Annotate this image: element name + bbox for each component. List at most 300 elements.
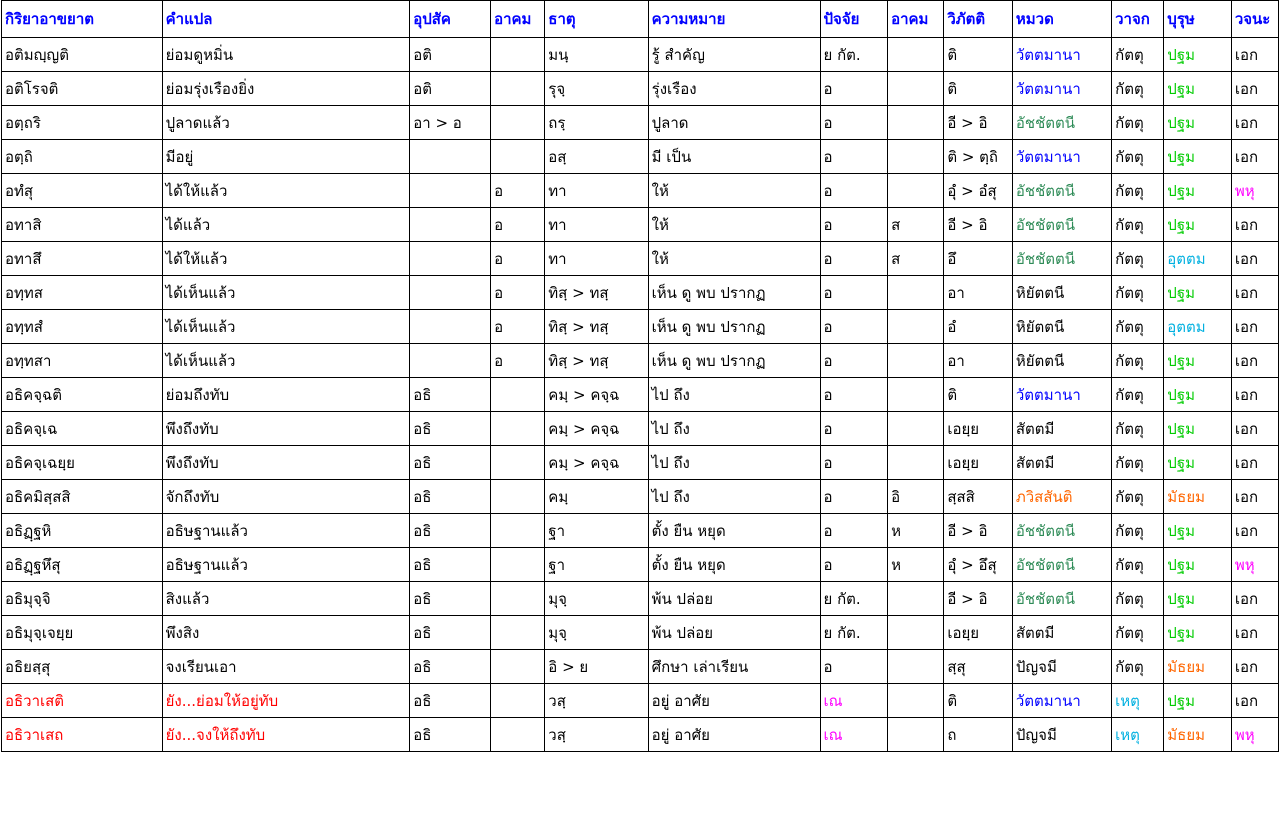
table-cell: ทา xyxy=(545,174,648,208)
table-cell: กัตตุ xyxy=(1112,480,1164,514)
table-cell: อธิ xyxy=(410,616,491,650)
table-cell: คมฺ > คจฺฉ xyxy=(545,378,648,412)
table-cell: อสฺ xyxy=(545,140,648,174)
table-cell: อธิคจฺเฉยฺย xyxy=(2,446,163,480)
table-cell xyxy=(491,446,545,480)
table-cell: อทาสิ xyxy=(2,208,163,242)
table-cell xyxy=(491,582,545,616)
table-cell: จักถึงทับ xyxy=(162,480,410,514)
table-cell: ให้ xyxy=(648,242,820,276)
column-header: วจนะ xyxy=(1231,1,1278,38)
table-cell: วัตตมานา xyxy=(1012,684,1111,718)
table-cell: พหุ xyxy=(1231,548,1278,582)
table-cell: เอก xyxy=(1231,412,1278,446)
table-cell: อธิ xyxy=(410,548,491,582)
table-cell: กัตตุ xyxy=(1112,140,1164,174)
table-cell: พึงสิง xyxy=(162,616,410,650)
table-cell: อัชชัตตนี xyxy=(1012,208,1111,242)
table-cell: ฐา xyxy=(545,514,648,548)
table-cell: อธิฏฺฐหึสุ xyxy=(2,548,163,582)
table-row xyxy=(2,582,1279,616)
table-cell xyxy=(410,174,491,208)
table-cell: สิงแล้ว xyxy=(162,582,410,616)
table-cell: หิยัตตนี xyxy=(1012,276,1111,310)
table-cell: มัธยม xyxy=(1164,650,1232,684)
table-cell: มี เป็น xyxy=(648,140,820,174)
table-cell: กัตตุ xyxy=(1112,174,1164,208)
table-cell: ติ > ตฺถิ xyxy=(944,140,1013,174)
table-cell: เอก xyxy=(1231,616,1278,650)
table-cell xyxy=(491,548,545,582)
table-cell: อ xyxy=(820,514,888,548)
table-row xyxy=(2,208,1279,242)
table-row xyxy=(2,650,1279,684)
table-cell: อัชชัตตนี xyxy=(1012,548,1111,582)
table-cell: ย่อมถึงทับ xyxy=(162,378,410,412)
table-cell: ได้เห็นแล้ว xyxy=(162,344,410,378)
table-cell: กัตตุ xyxy=(1112,38,1164,72)
table-cell xyxy=(491,412,545,446)
table-cell: เอก xyxy=(1231,140,1278,174)
table-cell: กัตตุ xyxy=(1112,276,1164,310)
table-cell: อธิ xyxy=(410,514,491,548)
table-cell: คมฺ > คจฺฉ xyxy=(545,412,648,446)
table-cell: เอก xyxy=(1231,276,1278,310)
table-cell: เณ xyxy=(820,718,888,752)
table-cell: อ xyxy=(820,378,888,412)
table-cell: ปฐม xyxy=(1164,38,1232,72)
table-row xyxy=(2,276,1279,310)
table-cell xyxy=(410,310,491,344)
table-cell: อุตตม xyxy=(1164,242,1232,276)
table-cell: เอก xyxy=(1231,446,1278,480)
table-cell: เห็น ดู พบ ปรากฏ xyxy=(648,344,820,378)
table-cell: กัตตุ xyxy=(1112,242,1164,276)
table-cell: อ xyxy=(820,242,888,276)
table-cell: อ xyxy=(820,650,888,684)
table-cell: ยัง...จงให้ถึงทับ xyxy=(162,718,410,752)
table-cell: ย กัต. xyxy=(820,582,888,616)
table-cell: อธิคจฺเฉ xyxy=(2,412,163,446)
table-cell: เอก xyxy=(1231,650,1278,684)
table-cell: รู้ สำคัญ xyxy=(648,38,820,72)
table-cell: อัชชัตตนี xyxy=(1012,514,1111,548)
table-cell: อ xyxy=(820,446,888,480)
table-cell xyxy=(888,446,944,480)
table-cell: วัตตมานา xyxy=(1012,72,1111,106)
table-cell: อตฺถริ xyxy=(2,106,163,140)
table-cell: วสฺ xyxy=(545,684,648,718)
table-cell: อ xyxy=(820,276,888,310)
column-header: อาคม xyxy=(491,1,545,38)
column-header: วาจก xyxy=(1112,1,1164,38)
table-row xyxy=(2,378,1279,412)
table-cell: มัธยม xyxy=(1164,480,1232,514)
table-cell: สฺสสิ xyxy=(944,480,1013,514)
table-cell: เอก xyxy=(1231,480,1278,514)
table-cell: เอยฺย xyxy=(944,412,1013,446)
table-row xyxy=(2,140,1279,174)
table-cell: เณ xyxy=(820,684,888,718)
table-cell xyxy=(491,72,545,106)
table-cell: กัตตุ xyxy=(1112,514,1164,548)
table-row xyxy=(2,72,1279,106)
table-cell xyxy=(888,38,944,72)
table-cell: ตั้ง ยืน หยุด xyxy=(648,514,820,548)
table-cell: ย่อมดูหมิ่น xyxy=(162,38,410,72)
table-cell: อี > อิ xyxy=(944,582,1013,616)
table-cell: หิยัตตนี xyxy=(1012,310,1111,344)
table-cell: อธิมุจฺเจยฺย xyxy=(2,616,163,650)
table-cell: วัตตมานา xyxy=(1012,38,1111,72)
table-cell: พ้น ปล่อย xyxy=(648,582,820,616)
table-cell xyxy=(491,616,545,650)
table-cell: อธิ xyxy=(410,412,491,446)
table-cell: อัชชัตตนี xyxy=(1012,174,1111,208)
table-row xyxy=(2,412,1279,446)
table-cell: กัตตุ xyxy=(1112,412,1164,446)
table-cell: อธิษฐานแล้ว xyxy=(162,548,410,582)
table-cell xyxy=(491,718,545,752)
table-cell: วสฺ xyxy=(545,718,648,752)
table-cell: ปฐม xyxy=(1164,446,1232,480)
table-cell xyxy=(410,344,491,378)
table-cell: ได้เห็นแล้ว xyxy=(162,276,410,310)
table-cell: อัชชัตตนี xyxy=(1012,242,1111,276)
table-cell xyxy=(410,140,491,174)
table-cell: พหุ xyxy=(1231,718,1278,752)
header-row xyxy=(2,1,1279,38)
table-cell: เหตุ xyxy=(1112,684,1164,718)
table-cell: ทิสฺ > ทสฺ xyxy=(545,344,648,378)
table-cell xyxy=(491,684,545,718)
table-cell: อ xyxy=(491,276,545,310)
table-cell: อติ xyxy=(410,72,491,106)
table-cell xyxy=(491,106,545,140)
table-cell: ปฐม xyxy=(1164,412,1232,446)
table-cell: อี > อิ xyxy=(944,106,1013,140)
table-cell: กัตตุ xyxy=(1112,72,1164,106)
table-cell: อธิ xyxy=(410,718,491,752)
table-cell: อธิวาเสถ xyxy=(2,718,163,752)
column-header: คำแปล xyxy=(162,1,410,38)
table-cell: อุํ > อํสุ xyxy=(944,174,1013,208)
table-cell: รุ่งเรือง xyxy=(648,72,820,106)
table-cell: มุจฺ xyxy=(545,582,648,616)
table-cell xyxy=(888,650,944,684)
table-cell: ถรฺ xyxy=(545,106,648,140)
table-cell xyxy=(410,208,491,242)
column-header: วิภัตติ xyxy=(944,1,1013,38)
table-cell: อตฺถิ xyxy=(2,140,163,174)
table-cell: วัตตมานา xyxy=(1012,378,1111,412)
table-cell: อทาสึ xyxy=(2,242,163,276)
table-cell: เอก xyxy=(1231,684,1278,718)
table-cell: ศึกษา เล่าเรียน xyxy=(648,650,820,684)
table-cell: คมฺ > คจฺฉ xyxy=(545,446,648,480)
table-cell: อ xyxy=(820,412,888,446)
table-cell: เอก xyxy=(1231,106,1278,140)
table-cell: สฺสุ xyxy=(944,650,1013,684)
table-cell: ได้แล้ว xyxy=(162,208,410,242)
table-cell: ยัง...ย่อมให้อยู่ทับ xyxy=(162,684,410,718)
table-cell: อทฺทส xyxy=(2,276,163,310)
table-row xyxy=(2,38,1279,72)
table-cell: ห xyxy=(888,514,944,548)
table-cell: ปูลาดแล้ว xyxy=(162,106,410,140)
table-cell xyxy=(888,174,944,208)
table-cell: อธิ xyxy=(410,650,491,684)
table-cell: ปฐม xyxy=(1164,208,1232,242)
table-cell: ตั้ง ยืน หยุด xyxy=(648,548,820,582)
table-cell: ย กัต. xyxy=(820,38,888,72)
table-cell: มัธยม xyxy=(1164,718,1232,752)
table-cell xyxy=(888,72,944,106)
table-cell: อธิ xyxy=(410,446,491,480)
column-header: หมวด xyxy=(1012,1,1111,38)
column-header: ปัจจัย xyxy=(820,1,888,38)
column-header: อุปสัค xyxy=(410,1,491,38)
table-cell: ได้เห็นแล้ว xyxy=(162,310,410,344)
table-cell: เอยฺย xyxy=(944,446,1013,480)
table-row xyxy=(2,548,1279,582)
table-cell: ปฐม xyxy=(1164,582,1232,616)
table-cell: อยู่ อาศัย xyxy=(648,684,820,718)
table-cell: เอก xyxy=(1231,514,1278,548)
table-cell: ติ xyxy=(944,378,1013,412)
table-cell: ไป ถึง xyxy=(648,378,820,412)
table-row xyxy=(2,616,1279,650)
table-row xyxy=(2,684,1279,718)
table-cell: อา xyxy=(944,344,1013,378)
table-cell: อี > อิ xyxy=(944,208,1013,242)
table-cell: ปฐม xyxy=(1164,344,1232,378)
table-cell: คมฺ xyxy=(545,480,648,514)
table-cell: อี > อิ xyxy=(944,514,1013,548)
table-cell: ปฐม xyxy=(1164,514,1232,548)
table-cell: กัตตุ xyxy=(1112,548,1164,582)
table-cell: อทฺทสา xyxy=(2,344,163,378)
table-cell: ส xyxy=(888,208,944,242)
table-cell: อ xyxy=(820,72,888,106)
table-cell: อธิ xyxy=(410,684,491,718)
table-cell: อ xyxy=(820,344,888,378)
table-cell: ได้ให้แล้ว xyxy=(162,174,410,208)
table-cell: กัตตุ xyxy=(1112,616,1164,650)
table-cell: อ xyxy=(820,548,888,582)
table-cell: เอก xyxy=(1231,344,1278,378)
table-cell: เอก xyxy=(1231,242,1278,276)
table-cell: สัตตมี xyxy=(1012,412,1111,446)
table-cell: มีอยู่ xyxy=(162,140,410,174)
table-cell: กัตตุ xyxy=(1112,208,1164,242)
table-cell: อธิ xyxy=(410,480,491,514)
table-cell: กัตตุ xyxy=(1112,106,1164,140)
table-cell xyxy=(888,344,944,378)
table-cell: อธิคมิสฺสสิ xyxy=(2,480,163,514)
table-cell: ปฐม xyxy=(1164,548,1232,582)
table-cell: เอก xyxy=(1231,38,1278,72)
table-cell xyxy=(491,514,545,548)
table-cell: อธิวาเสติ xyxy=(2,684,163,718)
table-cell: ให้ xyxy=(648,174,820,208)
table-cell: อํ xyxy=(944,310,1013,344)
table-cell: อติโรจติ xyxy=(2,72,163,106)
verb-conjugation-table xyxy=(1,0,1279,752)
table-cell: พึงถึงทับ xyxy=(162,412,410,446)
table-row xyxy=(2,514,1279,548)
table-cell: อทฺทสํ xyxy=(2,310,163,344)
table-cell: มุจฺ xyxy=(545,616,648,650)
table-cell xyxy=(888,378,944,412)
table-cell xyxy=(888,616,944,650)
table-cell: อัชชัตตนี xyxy=(1012,106,1111,140)
table-cell: ไป ถึง xyxy=(648,446,820,480)
table-cell xyxy=(888,582,944,616)
table-cell: อุํ > อึสุ xyxy=(944,548,1013,582)
table-cell: ย่อมรุ่งเรืองยิ่ง xyxy=(162,72,410,106)
table-cell: ปฐม xyxy=(1164,106,1232,140)
table-cell: ติ xyxy=(944,684,1013,718)
table-cell: อึ xyxy=(944,242,1013,276)
table-cell: อ xyxy=(820,140,888,174)
table-cell: เห็น ดู พบ ปรากฏ xyxy=(648,310,820,344)
table-body xyxy=(2,38,1279,752)
column-header: กิริยาอาขยาต xyxy=(2,1,163,38)
table-cell: ทา xyxy=(545,208,648,242)
table-row xyxy=(2,310,1279,344)
table-cell: อ xyxy=(820,106,888,140)
table-cell xyxy=(491,650,545,684)
table-row xyxy=(2,344,1279,378)
table-cell: กัตตุ xyxy=(1112,650,1164,684)
table-row xyxy=(2,446,1279,480)
table-cell: พหุ xyxy=(1231,174,1278,208)
table-cell: กัตตุ xyxy=(1112,310,1164,344)
table-cell: ห xyxy=(888,548,944,582)
table-cell xyxy=(888,310,944,344)
table-cell: ปฐม xyxy=(1164,378,1232,412)
table-cell: กัตตุ xyxy=(1112,582,1164,616)
table-cell: ปฐม xyxy=(1164,72,1232,106)
table-cell: อา > อ xyxy=(410,106,491,140)
table-cell: ปฐม xyxy=(1164,140,1232,174)
table-cell xyxy=(491,480,545,514)
table-cell: ปัญจมี xyxy=(1012,718,1111,752)
table-cell xyxy=(491,140,545,174)
table-cell: จงเรียนเอา xyxy=(162,650,410,684)
table-cell: ปฐม xyxy=(1164,174,1232,208)
table-cell: อัชชัตตนี xyxy=(1012,582,1111,616)
table-cell: เห็น ดู พบ ปรากฏ xyxy=(648,276,820,310)
table-cell: รุจฺ xyxy=(545,72,648,106)
table-cell: อธิมุจฺจิ xyxy=(2,582,163,616)
table-row xyxy=(2,718,1279,752)
table-cell: ปฐม xyxy=(1164,276,1232,310)
table-cell: ปูลาด xyxy=(648,106,820,140)
table-cell: ให้ xyxy=(648,208,820,242)
table-cell: เอก xyxy=(1231,208,1278,242)
table-cell: อ xyxy=(820,480,888,514)
column-header: ความหมาย xyxy=(648,1,820,38)
table-cell: ติ xyxy=(944,38,1013,72)
table-cell: อ xyxy=(820,310,888,344)
table-cell: หิยัตตนี xyxy=(1012,344,1111,378)
table-cell: อติมญฺญติ xyxy=(2,38,163,72)
table-cell: ติ xyxy=(944,72,1013,106)
table-cell: สัตตมี xyxy=(1012,616,1111,650)
table-cell: อธิษฐานแล้ว xyxy=(162,514,410,548)
table-cell: สัตตมี xyxy=(1012,446,1111,480)
table-cell: อ xyxy=(491,344,545,378)
table-cell: อ xyxy=(491,242,545,276)
table-cell: อยู่ อาศัย xyxy=(648,718,820,752)
table-cell: ภวิสสันติ xyxy=(1012,480,1111,514)
table-cell: อ xyxy=(820,174,888,208)
table-cell: พ้น ปล่อย xyxy=(648,616,820,650)
table-cell: เหตุ xyxy=(1112,718,1164,752)
table-cell: ไป ถึง xyxy=(648,412,820,446)
table-cell: เอก xyxy=(1231,378,1278,412)
table-cell: เอยฺย xyxy=(944,616,1013,650)
table-cell: มนฺ xyxy=(545,38,648,72)
table-row xyxy=(2,106,1279,140)
table-cell: อ xyxy=(820,208,888,242)
table-cell xyxy=(888,718,944,752)
table-cell: อ xyxy=(491,208,545,242)
table-cell: วัตตมานา xyxy=(1012,140,1111,174)
table-cell: ถ xyxy=(944,718,1013,752)
table-cell: อิ xyxy=(888,480,944,514)
table-cell: อ xyxy=(491,174,545,208)
table-cell: เอก xyxy=(1231,72,1278,106)
table-cell xyxy=(888,276,944,310)
table-cell: พึงถึงทับ xyxy=(162,446,410,480)
table-cell: ย กัต. xyxy=(820,616,888,650)
table-cell: อธิ xyxy=(410,582,491,616)
table-cell: ไป ถึง xyxy=(648,480,820,514)
table-cell xyxy=(888,412,944,446)
table-cell: ได้ให้แล้ว xyxy=(162,242,410,276)
table-cell: อุตตม xyxy=(1164,310,1232,344)
table-cell: เอก xyxy=(1231,310,1278,344)
table-cell: อธิยสฺสุ xyxy=(2,650,163,684)
table-cell: กัตตุ xyxy=(1112,344,1164,378)
table-cell: ทิสฺ > ทสฺ xyxy=(545,310,648,344)
table-cell xyxy=(410,276,491,310)
table-cell: อธิฏฺฐหิ xyxy=(2,514,163,548)
table-cell: ปฐม xyxy=(1164,616,1232,650)
table-cell: อา xyxy=(944,276,1013,310)
table-row xyxy=(2,174,1279,208)
table-cell xyxy=(888,140,944,174)
column-header: ธาตุ xyxy=(545,1,648,38)
table-cell: อติ xyxy=(410,38,491,72)
column-header: บุรุษ xyxy=(1164,1,1232,38)
table-cell: ทิสฺ > ทสฺ xyxy=(545,276,648,310)
table-cell: เอก xyxy=(1231,582,1278,616)
table-cell: ส xyxy=(888,242,944,276)
table-cell: ปัญจมี xyxy=(1012,650,1111,684)
table-cell: อทํสุ xyxy=(2,174,163,208)
table-cell xyxy=(888,684,944,718)
table-row xyxy=(2,242,1279,276)
table-cell: ปฐม xyxy=(1164,684,1232,718)
column-header: อาคม xyxy=(888,1,944,38)
table-cell xyxy=(888,106,944,140)
table-cell xyxy=(491,38,545,72)
table-cell xyxy=(410,242,491,276)
